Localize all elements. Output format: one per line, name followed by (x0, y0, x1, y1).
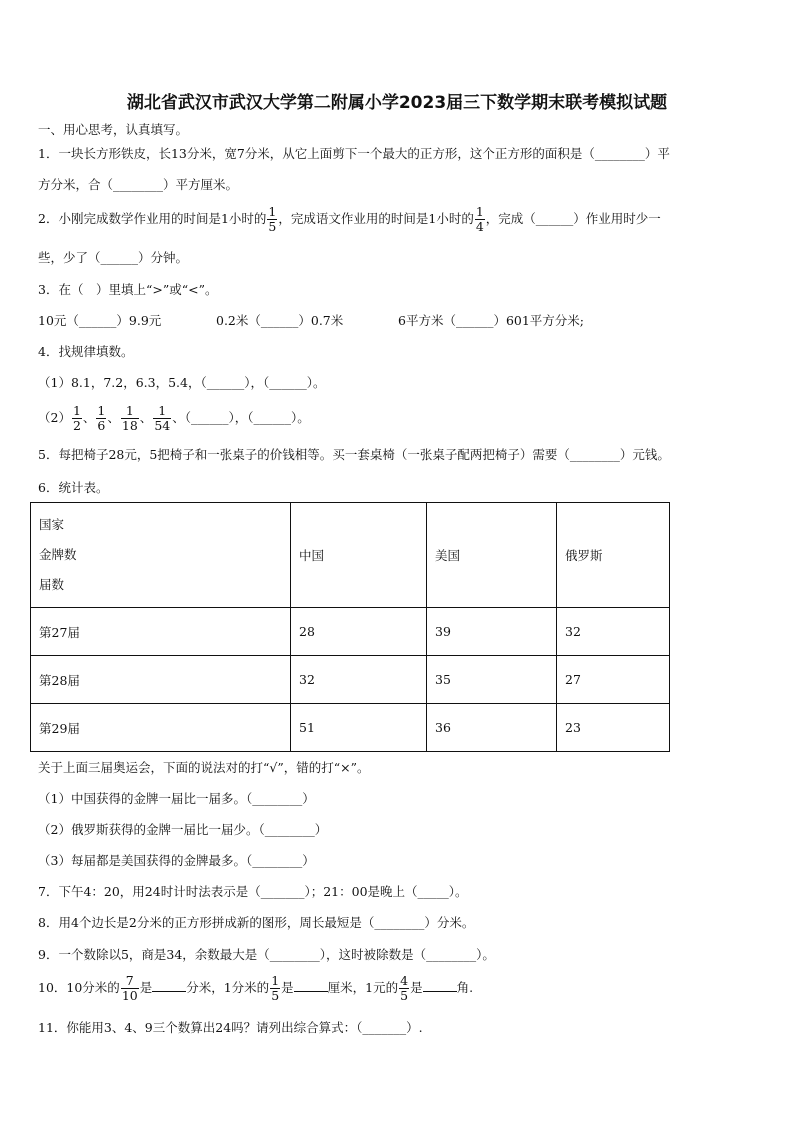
diagonal-header-cell (31, 503, 291, 608)
denominator: 5 (268, 219, 277, 234)
numerator: 1 (271, 973, 280, 988)
header-line: 金牌数 (39, 547, 77, 562)
question-10-text-a: 10．10分米的 (38, 980, 120, 995)
fraction (270, 974, 280, 1003)
table-header-row (31, 503, 670, 608)
table-cell: 23 (557, 704, 670, 752)
question-6-statement-3: （3）每届都是美国获得的金牌最多。（________） (38, 853, 315, 868)
row-label: 第28届 (31, 656, 291, 704)
question-6-statement-1: （1）中国获得的金牌一届比一届多。（________） (38, 791, 315, 806)
separator: 、 (139, 410, 153, 425)
denominator: 5 (400, 988, 409, 1003)
answer-blank[interactable] (294, 979, 328, 992)
question-3-item-b: 0.2米（______）0.7米 (216, 313, 344, 328)
question-2-text-b: ，完成语文作业用的时间是1小时的 (278, 211, 474, 226)
question-10-text-f: 是 (410, 980, 423, 995)
question-10-text-e: 厘米，1元的 (327, 980, 399, 995)
question-10 (38, 968, 473, 1008)
question-10-text-c: 分米，1分米的 (186, 980, 270, 995)
question-10-text-b: 是 (139, 980, 153, 995)
fraction (121, 404, 139, 433)
row-label: 第27届 (31, 608, 291, 656)
question-4-part-2-tail: 、（______），（______）。 (172, 410, 310, 425)
fraction (475, 205, 485, 234)
question-3-item-c: 6平方米（______）601平方分米; (398, 313, 585, 328)
table-cell: 51 (291, 704, 427, 752)
question-2-text-a: 2．小刚完成数学作业用的时间是1小时的 (38, 211, 267, 226)
question-6-instruction: 关于上面三届奥运会，下面的说法对的打“√”，错的打“×”。 (38, 760, 370, 775)
question-7: 7．下午4：20，用24时计时法表示是（_______）；21：00是晚上（_____）。 (38, 884, 468, 899)
column-header: 中国 (291, 503, 427, 608)
table-cell: 36 (427, 704, 557, 752)
table-row (31, 608, 670, 656)
numerator: 1 (125, 403, 134, 418)
question-6-prompt: 6．统计表。 (38, 480, 109, 495)
denominator: 54 (154, 418, 171, 433)
fraction (121, 974, 139, 1003)
question-4-part-1: （1）8.1，7.2，6.3，5.4，（______），（______）。 (38, 375, 326, 390)
question-11: 11．你能用3、4、9三个数算出24吗？请列出综合算式：（_______）. (38, 1020, 423, 1035)
page-title: 湖北省武汉市武汉大学第二附属小学2023届三下数学期末联考模拟试题 (126, 93, 668, 113)
denominator: 4 (475, 219, 484, 234)
question-8: 8．用4个边长是2分米的正方形拼成新的图形，周长最短是（________）分米。 (38, 915, 475, 930)
fraction (153, 404, 171, 433)
table-cell: 28 (291, 608, 427, 656)
table-cell: 32 (291, 656, 427, 704)
header-line: 国家 (39, 517, 65, 532)
question-1-line-1: 1．一块长方形铁皮，长13分米，宽7分米，从它上面剪下一个最大的正方形，这个正方形的面积是（________）平 (38, 146, 670, 161)
table-row (31, 704, 670, 752)
question-4-part-2 (38, 398, 310, 438)
question-9: 9．一个数除以5，商是34，余数最大是（________），这时被除数是（________）。 (38, 947, 495, 962)
part-label: （2） (38, 410, 71, 425)
denominator: 18 (121, 418, 138, 433)
row-label: 第29届 (31, 704, 291, 752)
header-line: 届数 (39, 577, 65, 592)
numerator: 1 (475, 204, 484, 219)
denominator: 10 (121, 988, 138, 1003)
fraction (267, 205, 277, 234)
column-header: 俄罗斯 (557, 503, 670, 608)
table-cell: 39 (427, 608, 557, 656)
question-10-text-d: 是 (281, 980, 294, 995)
question-4-prompt: 4．找规律填数。 (38, 344, 134, 359)
answer-blank[interactable] (152, 979, 186, 992)
table-cell: 32 (557, 608, 670, 656)
separator: 、 (107, 410, 120, 425)
denominator: 5 (271, 988, 280, 1003)
fraction (399, 974, 409, 1003)
separator: 、 (82, 410, 96, 425)
answer-blank[interactable] (423, 979, 457, 992)
question-2-line-1 (38, 202, 661, 236)
table-cell: 35 (427, 656, 557, 704)
column-header: 美国 (427, 503, 557, 608)
numerator: 7 (125, 973, 134, 988)
numerator: 1 (158, 403, 167, 418)
question-2-line-2: 些，少了（______）分钟。 (38, 250, 189, 265)
table-cell: 27 (557, 656, 670, 704)
table-row (31, 656, 670, 704)
question-3-prompt: 3．在（ ）里填上“>”或“<”。 (38, 282, 218, 297)
section-heading: 一、用心思考，认真填写。 (38, 122, 189, 137)
denominator: 6 (97, 418, 106, 433)
question-3-item-a: 10元（______）9.9元 (38, 313, 162, 328)
denominator: 2 (72, 418, 81, 433)
question-2-text-c: ，完成（______）作业用时少一 (485, 211, 661, 226)
numerator: 1 (268, 204, 277, 219)
numerator: 1 (97, 403, 106, 418)
question-5: 5．每把椅子28元，5把椅子和一张桌子的价钱相等。买一套桌椅（一张桌子配两把椅子）需要（________）元钱。 (38, 447, 670, 462)
numerator: 4 (400, 973, 409, 988)
statistics-table (30, 502, 670, 752)
question-1-line-2: 方分米，合（________）平方厘米。 (38, 177, 239, 192)
question-10-text-g: 角. (456, 980, 474, 995)
question-6-statement-2: （2）俄罗斯获得的金牌一届比一届少。（________） (38, 822, 328, 837)
fraction (96, 404, 106, 433)
fraction (72, 404, 82, 433)
numerator: 1 (72, 403, 81, 418)
